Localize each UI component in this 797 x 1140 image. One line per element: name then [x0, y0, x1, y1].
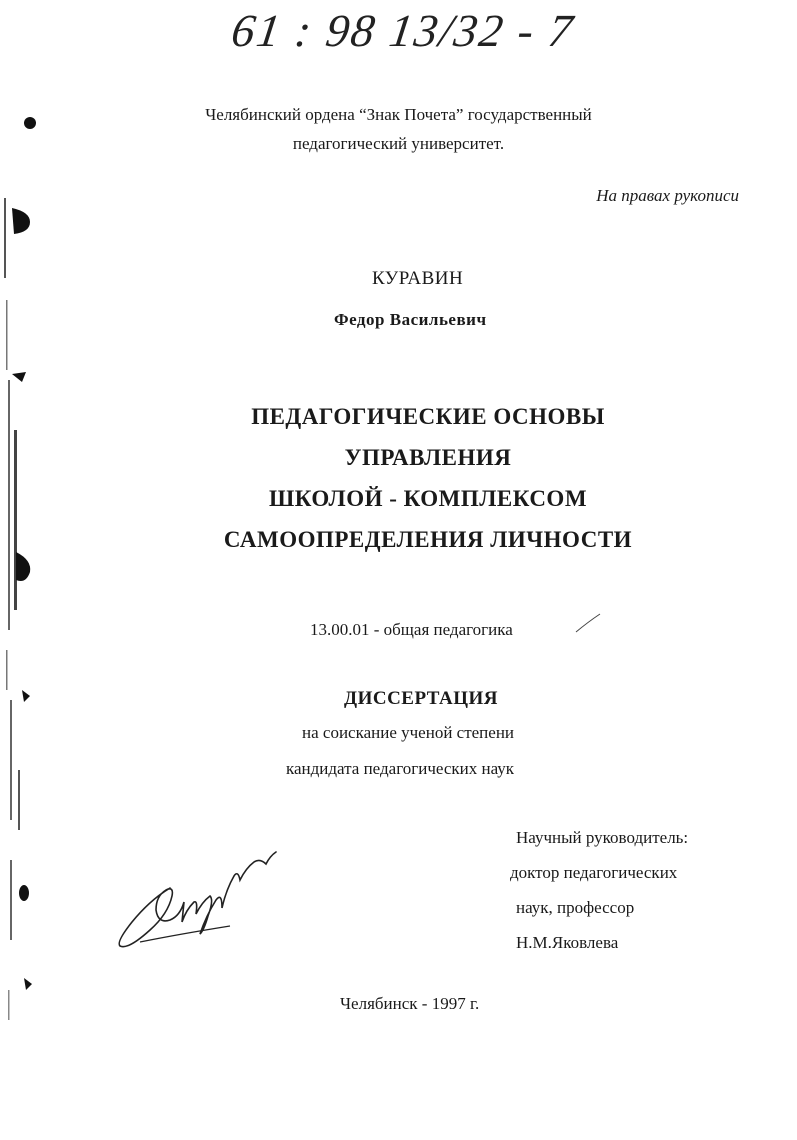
pen-tick-mark [574, 612, 604, 636]
university-line-2: педагогический университет. [292, 134, 505, 153]
degree-line-1: на соискание ученой степени [302, 723, 515, 742]
scan-edge-marks [0, 0, 40, 1140]
specialty-code: 13.00.01 - общая педагогика [310, 620, 513, 639]
university-name [0, 100, 797, 158]
university-line-1: Челябинский ордена “Знак Почета” государственный [205, 105, 592, 124]
city-year: Челябинск - 1997 г. [340, 994, 480, 1013]
supervisor-block [510, 820, 688, 960]
supervisor-label: Научный руководитель: [516, 828, 689, 847]
supervisor-name: Н.М.Яковлева [516, 933, 619, 952]
manuscript-note: На правах рукописи [596, 186, 739, 205]
author-surname: КУРАВИН [372, 268, 464, 289]
title-line: УПРАВЛЕНИЯ [344, 445, 512, 470]
document-type: ДИССЕРТАЦИЯ [344, 688, 499, 709]
supervisor-degree-line-1: доктор педагогических [510, 863, 678, 882]
archive-code: 61 : 98 13/32 - 7 [228, 5, 578, 56]
dissertation-title [180, 396, 676, 560]
title-line: ПЕДАГОГИЧЕСКИЕ ОСНОВЫ [251, 404, 605, 429]
supervisor-degree-line-2: наук, профессор [516, 898, 635, 917]
degree-line-2: кандидата педагогических наук [286, 759, 515, 778]
title-line: САМООПРЕДЕЛЕНИЯ ЛИЧНОСТИ [223, 527, 633, 552]
signature-scribble [110, 830, 280, 960]
author-given-names: Федор Васильевич [334, 310, 487, 329]
title-line: ШКОЛОЙ - КОМПЛЕКСОМ [268, 486, 588, 511]
